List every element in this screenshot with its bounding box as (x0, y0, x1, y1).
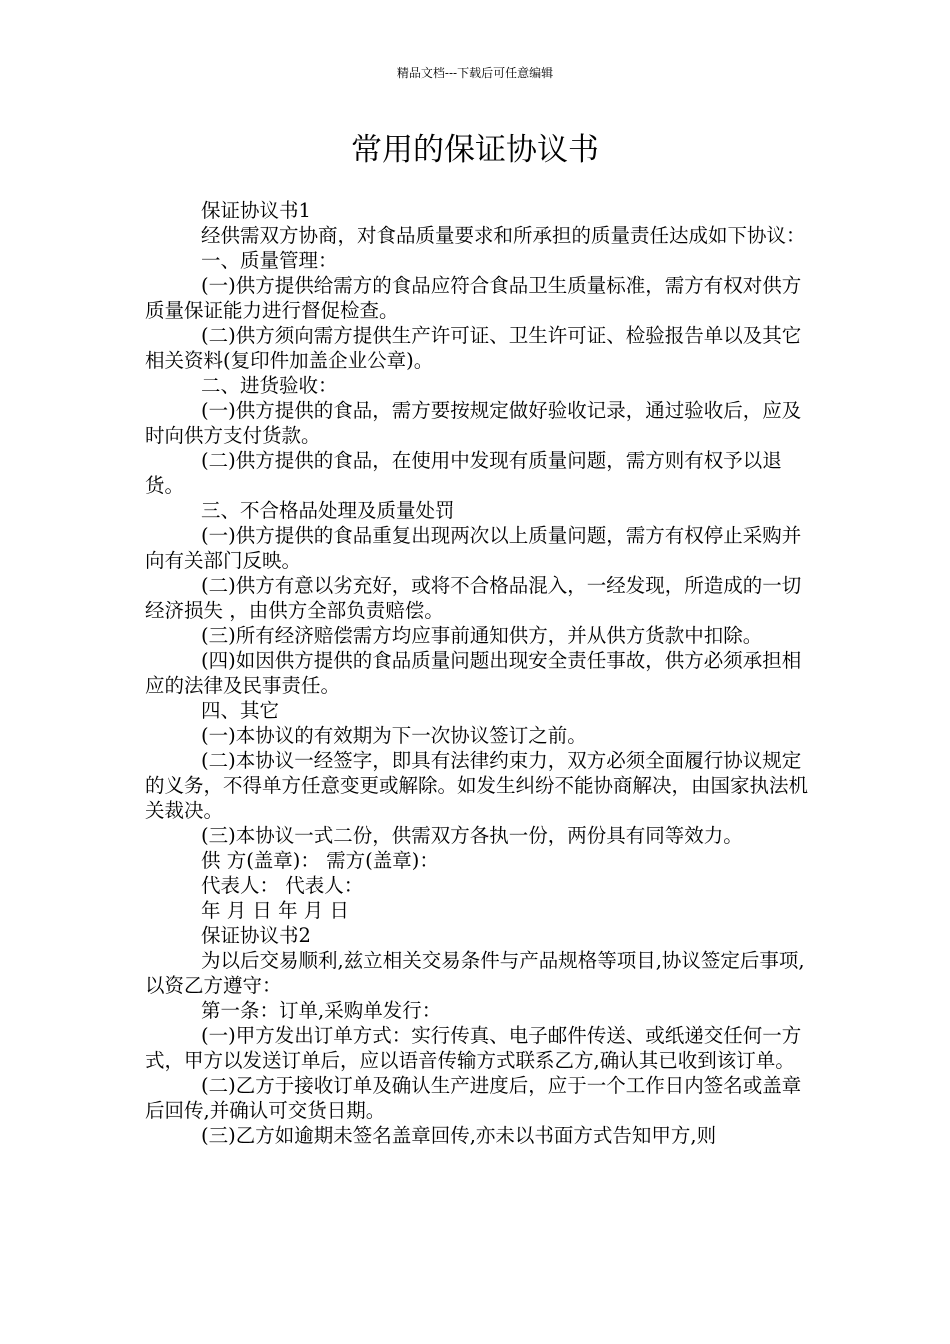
document-body (145, 198, 810, 1148)
paragraph: 经供需双方协商，对食品质量要求和所承担的质量责任达成如下协议： (201, 224, 806, 247)
document-title: 常用的保证协议书 (351, 132, 599, 168)
paragraph: (三)本协议一式二份，供需双方各执一份，两份具有同等效力。 (201, 824, 743, 847)
section-heading: 一、质量管理： (201, 249, 338, 272)
section-heading: 保证协议书1 (201, 199, 311, 222)
paragraph: 为以后交易顺利,兹立相关交易条件与产品规格等项目,协议签定后事项,以资乙方遵守： (145, 949, 805, 997)
section-heading: 二、进货验收： (201, 374, 338, 397)
section-heading: 四、其它 (201, 699, 280, 722)
paragraph: (二)供方有意以劣充好，或将不合格品混入，一经发现，所造成的一切经济损失 ，由供方全部负责赔偿。 (145, 574, 802, 622)
paragraph: (一)甲方发出订单方式：实行传真、电子邮件传送、或纸递交任何一方式，甲方以发送订单后，应以语音传输方式联系乙方,确认其已收到该订单。 (145, 1024, 802, 1072)
paragraph: (一)供方提供的食品，需方要按规定做好验收记录，通过验收后，应及时向供方支付货款。 (145, 399, 802, 447)
section-heading: 第一条：订单,采购单发行： (201, 999, 442, 1022)
paragraph: (三)所有经济赔偿需方均应事前通知供方，并从供方货款中扣除。 (201, 624, 763, 647)
paragraph: (三)乙方如逾期未签名盖章回传,亦未以书面方式告知甲方,则 (201, 1124, 717, 1147)
paragraph: (一)供方提供给需方的食品应符合食品卫生质量标准，需方有权对供方质量保证能力进行督促检查。 (145, 274, 802, 322)
paragraph: (二)供方须向需方提供生产许可证、卫生许可证、检验报告单以及其它相关资料(复印件加盖企业公章)。 (145, 324, 802, 372)
signature-line: 代表人： 代表人： (201, 874, 364, 897)
section-heading: 保证协议书2 (201, 924, 311, 947)
paragraph: (一)供方提供的食品重复出现两次以上质量问题，需方有权停止采购并向有关部门反映。 (145, 524, 802, 572)
page-header: 精品文档---下载后可任意编辑 (396, 66, 554, 80)
paragraph: (四)如因供方提供的食品质量问题出现安全责任事故，供方必须承担相应的法律及民事责任。 (145, 649, 802, 697)
paragraph: (二)乙方于接收订单及确认生产进度后，应于一个工作日内签名或盖章后回传,并确认可交货日期。 (145, 1074, 802, 1122)
signature-line: 供 方(盖章)： 需方(盖章)： (201, 849, 439, 872)
date-line: 年 月 日 年 月 日 (201, 899, 349, 922)
paragraph: (一)本协议的有效期为下一次协议签订之前。 (201, 724, 587, 747)
paragraph: (二)供方提供的食品，在使用中发现有质量问题，需方则有权予以退货。 (145, 449, 782, 497)
section-heading: 三、不合格品处理及质量处罚 (201, 499, 455, 522)
paragraph: (二)本协议一经签字，即具有法律约束力，双方必须全面履行协议规定的义务，不得单方任意变更或解除。如发生纠纷不能协商解决，由国家执法机关裁决。 (145, 749, 809, 822)
